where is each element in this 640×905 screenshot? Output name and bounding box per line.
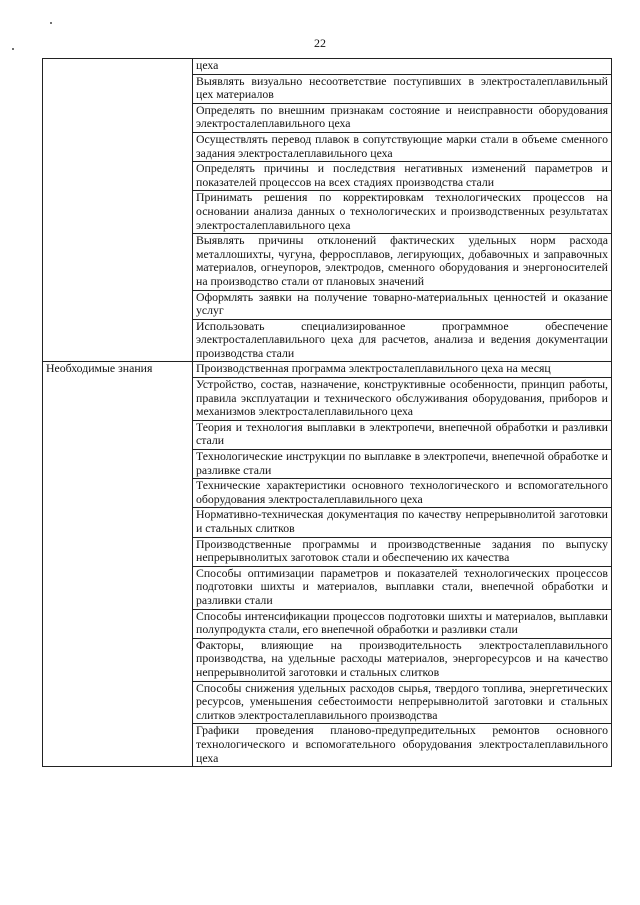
requirement-text: Технические характеристики основного технологического и вспомогательного оборудования электросталеплавильного цеха (193, 479, 612, 508)
requirement-text: Использовать специализированное программное обеспечение электросталеплавильного цеха для расчетов, анализа и ведения документации производства стали (193, 319, 612, 362)
page-number: 22 (314, 36, 326, 50)
requirement-text: Графики проведения планово-предупредительных ремонтов основного технологического и вспомогательного оборудования электросталеплавильного цеха (193, 724, 612, 767)
table-row (43, 362, 612, 378)
requirement-text: Принимать решения по корректировкам технологических процессов на основании анализа данных о технологических и производственных результатах электросталеплавильного цеха (193, 191, 612, 234)
scan-speck (12, 48, 14, 50)
requirement-text: Определять по внешним признакам состояние и неисправности оборудования электросталеплавильного цеха (193, 103, 612, 132)
requirement-text: Факторы, влияющие на производительность электросталеплавильного производства, на удельные расходы материалов, энергоресурсов и на качество непрерывнолитой заготовки и стальных слитков (193, 638, 612, 681)
section-label: Необходимые знания (43, 362, 193, 767)
requirement-text: Осуществлять перевод плавок в сопутствующие марки стали в объеме сменного задания электросталеплавильного цеха (193, 132, 612, 161)
section-label (43, 59, 193, 362)
requirement-text: Определять причины и последствия негативных изменений параметров и показателей процессов на всех стадиях производства стали (193, 162, 612, 191)
requirements-table (42, 58, 612, 767)
requirement-text: Способы снижения удельных расходов сырья, твердого топлива, энергетических ресурсов, уменьшения себестоимости непрерывнолитой заготовки и стальных слитков электросталеплавильного производства (193, 681, 612, 724)
requirement-text: Способы оптимизации параметров и показателей технологических процессов подготовки шихты и материалов, выплавки стали, внепечной обработки и разливки стали (193, 566, 612, 609)
requirement-text: Устройство, состав, назначение, конструктивные особенности, принцип работы, правила эксплуатации и технического обслуживания оборудования, приборов и механизмов электросталеплавильного цеха (193, 378, 612, 421)
requirement-text: Выявлять причины отклонений фактических удельных норм расхода металлошихты, чугуна, ферросплавов, легирующих, добавочных и заправочных материалов, огнеупоров, электродов, сменного оборудования и энергоносителей на производство стали от плановых значений (193, 234, 612, 290)
requirement-text: цеха (193, 59, 612, 75)
requirement-text: Технологические инструкции по выплавке в электропечи, внепечной обработке и разливке стали (193, 450, 612, 479)
requirement-text: Выявлять визуально несоответствие поступивших в электросталеплавильный цех материалов (193, 74, 612, 103)
requirement-text: Оформлять заявки на получение товарно-материальных ценностей и оказание услуг (193, 290, 612, 319)
requirement-text: Теория и технология выплавки в электропечи, внепечной обработки и разливки стали (193, 420, 612, 449)
table-row (43, 59, 612, 75)
scan-speck (50, 22, 52, 24)
requirement-text: Производственные программы и производственные задания по выпуску непрерывнолитых заготовок стали и обеспечению их качества (193, 537, 612, 566)
requirements-table-body (43, 59, 612, 767)
requirement-text: Нормативно-техническая документация по качеству непрерывнолитой заготовки и стальных слитков (193, 508, 612, 537)
requirement-text: Способы интенсификации процессов подготовки шихты и материалов, выплавки полупродукта стали, его внепечной обработки и разливки стали (193, 609, 612, 638)
requirement-text: Производственная программа электросталеплавильного цеха на месяц (193, 362, 612, 378)
